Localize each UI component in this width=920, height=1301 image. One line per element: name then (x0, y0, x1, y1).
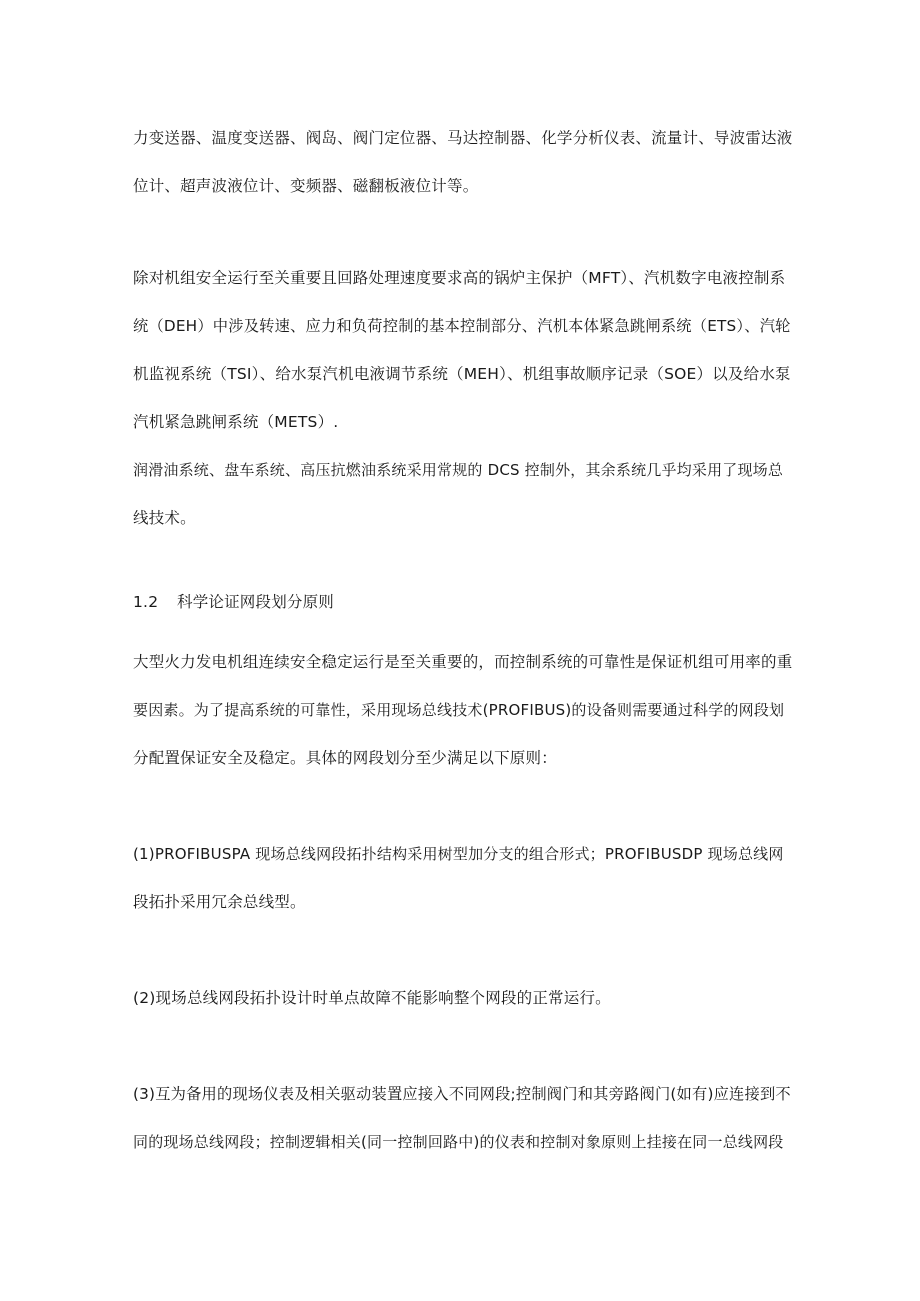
paragraph-1-line-2: 位计、超声波液位计、变频器、磁翻板液位计等。 (133, 177, 479, 195)
section-title: 科学论证网段划分原则 (177, 593, 335, 611)
paragraph-5-line-2: 段拓扑采用冗余总线型。 (133, 893, 306, 911)
paragraph-7-line-2: 同的现场总线网段；控制逻辑相关(同一控制回路中)的仪表和控制对象原则上挂接在同一总线网段 (133, 1133, 784, 1151)
paragraph-3-line-2: 线技术。 (133, 509, 196, 527)
paragraph-6-line-1: (2)现场总线网段拓扑设计时单点故障不能影响整个网段的正常运行。 (133, 989, 611, 1007)
paragraph-5-line-1: (1)PROFIBUSPA 现场总线网段拓扑结构采用树型加分支的组合形式；PROFIBUSDP 现场总线网 (133, 845, 784, 863)
section-heading (133, 591, 793, 613)
paragraph-4-line-2: 要因素。为了提高系统的可靠性，采用现场总线技术(PROFIBUS)的设备则需要通过科学的网段划 (133, 701, 785, 719)
paragraph-3-line-1: 润滑油系统、盘车系统、高压抗燃油系统采用常规的 DCS 控制外，其余系统几乎均采用了现场总 (133, 461, 784, 479)
paragraph-2-line-1: 除对机组安全运行至关重要且回路处理速度要求高的锅炉主保护（MFT）、汽机数字电液控制系 (133, 269, 786, 287)
paragraph-1-line-1: 力变送器、温度变送器、阀岛、阀门定位器、马达控制器、化学分析仪表、流量计、导波雷达液 (133, 129, 793, 147)
paragraph-4-line-1: 大型火力发电机组连续安全稳定运行是至关重要的，而控制系统的可靠性是保证机组可用率的重 (133, 653, 793, 671)
paragraph-4-line-3: 分配置保证安全及稳定。具体的网段划分至少满足以下原则： (133, 749, 557, 767)
paragraph-2-line-3: 机监视系统（TSI）、给水泵汽机电液调节系统（MEH）、机组事故顺序记录（SOE）以及给水泵 (133, 365, 791, 383)
paragraph-2-line-2: 统（DEH）中涉及转速、应力和负荷控制的基本控制部分、汽机本体紧急跳闸系统（ETS）、汽轮 (133, 317, 791, 335)
paragraph-7-line-1: (3)互为备用的现场仪表及相关驱动装置应接入不同网段;控制阀门和其旁路阀门(如有)应连接到不 (133, 1085, 791, 1103)
section-number: 1.2 (133, 593, 159, 611)
paragraph-2-line-4: 汽机紧急跳闸系统（METS）. (133, 413, 339, 431)
